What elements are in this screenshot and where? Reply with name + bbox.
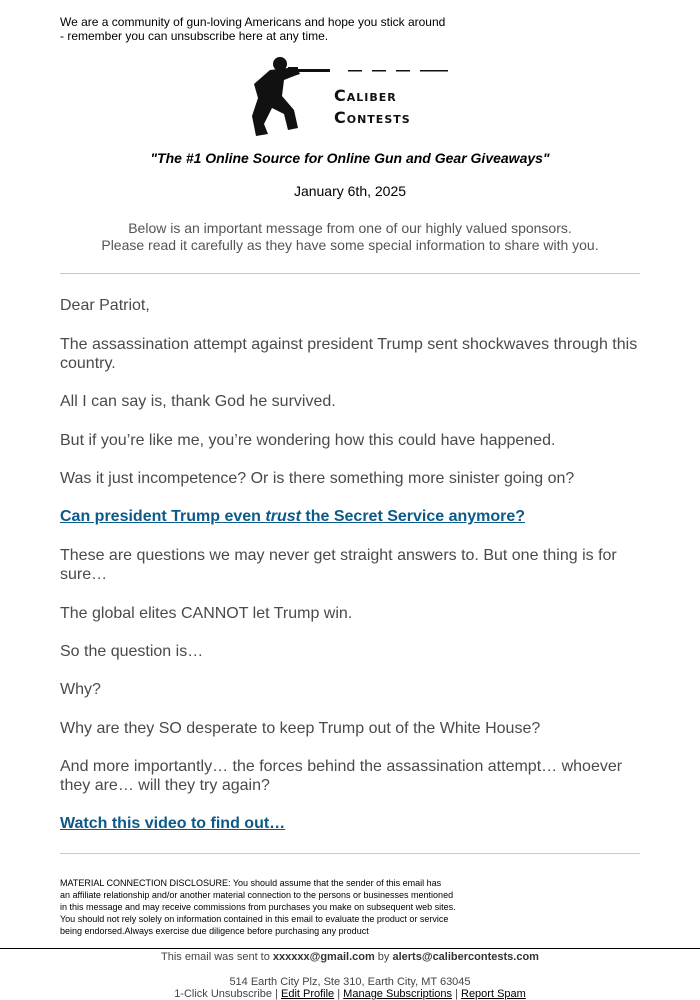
intro-note xyxy=(60,15,480,43)
sponsor-notice-line1: Below is an important message from one of our highly valued sponsors. xyxy=(128,220,572,236)
sent-to-line xyxy=(0,951,700,963)
paragraph-10: And more importantly… the forces behind the assassination attempt… whoever they are… will they try again? xyxy=(60,758,623,794)
link-text-post: the Secret Service anymore? xyxy=(300,508,526,525)
footer-divider xyxy=(0,948,700,949)
divider-top xyxy=(60,273,640,274)
divider-bottom xyxy=(60,853,640,854)
recipient-email: xxxxxx@gmail.com xyxy=(272,951,375,963)
manage-subscriptions-link[interactable]: Manage Subscriptions xyxy=(343,988,453,1000)
paragraph-4: Was it just incompetence? Or is there something more sinister going on? xyxy=(60,470,575,487)
issue-date: January 6th, 2025 xyxy=(293,183,407,199)
sponsor-notice-line2: Please read it carefully as they have some special information to share with you. xyxy=(101,237,599,253)
sender-email: alerts@calibercontests.com xyxy=(392,951,539,963)
link-text-emphasis: trust xyxy=(265,508,301,525)
paragraph-7: So the question is… xyxy=(60,643,204,660)
intro-note-line2: - remember you can unsubscribe here at any time. xyxy=(60,29,329,43)
paragraph-2: All I can say is, thank God he survived. xyxy=(60,393,336,410)
disclosure-line4: You should not rely solely on information contained in this email to evaluate the product or service xyxy=(60,914,449,924)
sponsor-notice xyxy=(0,220,700,254)
paragraph-8: Why? xyxy=(60,681,101,698)
disclosure-line2: an affiliate relationship and/or another material connection to the persons or businesses mentioned xyxy=(60,890,454,900)
separator: | xyxy=(452,988,461,1000)
footer-links xyxy=(0,988,700,1000)
report-spam-link[interactable]: Report Spam xyxy=(461,988,526,1000)
material-disclosure xyxy=(60,877,505,937)
tagline: "The #1 Online Source for Online Gun and Gear Giveaways" xyxy=(150,150,550,166)
caliber-contests-logo xyxy=(248,54,452,138)
greeting: Dear Patriot, xyxy=(60,297,150,314)
disclosure-line3: in this message and may receive commissions from purchases you make on subsequent web sites. xyxy=(60,902,456,912)
disclosure-line5: being endorsed.Always exercise due diligence before purchasing any product xyxy=(60,926,369,936)
separator: | xyxy=(334,988,344,1000)
sent-by-text: by xyxy=(374,951,393,963)
logo-word-contests: Contests xyxy=(334,108,411,127)
edit-profile-link[interactable]: Edit Profile xyxy=(280,988,335,1000)
paragraph-6: The global elites CANNOT let Trump win. xyxy=(60,605,353,622)
one-click-unsubscribe-label: 1-Click Unsubscribe xyxy=(174,988,272,1000)
separator: | xyxy=(272,988,281,1000)
logo-word-caliber: Caliber xyxy=(334,86,397,105)
paragraph-5: These are questions we may never get straight answers to. But one thing is for sure… xyxy=(60,547,617,583)
intro-note-line1: We are a community of gun-loving Americans and hope you stick around xyxy=(60,15,446,29)
paragraph-9: Why are they SO desperate to keep Trump out of the White House? xyxy=(60,720,541,737)
paragraph-1: The assassination attempt against president Trump sent shockwaves through this country. xyxy=(60,336,638,372)
secret-service-link[interactable] xyxy=(60,508,525,526)
paragraph-3: But if you’re like me, you’re wondering how this could have happened. xyxy=(60,432,556,449)
sent-to-prefix: This email was sent to xyxy=(161,951,273,963)
watch-video-link[interactable]: Watch this video to find out… xyxy=(60,815,286,832)
postal-address: 514 Earth City Plz, Ste 310, Earth City, MT 63045 xyxy=(229,976,471,988)
disclosure-line1: MATERIAL CONNECTION DISCLOSURE: You should assume that the sender of this email has xyxy=(60,878,442,888)
link-text-pre: Can president Trump even xyxy=(60,508,266,525)
